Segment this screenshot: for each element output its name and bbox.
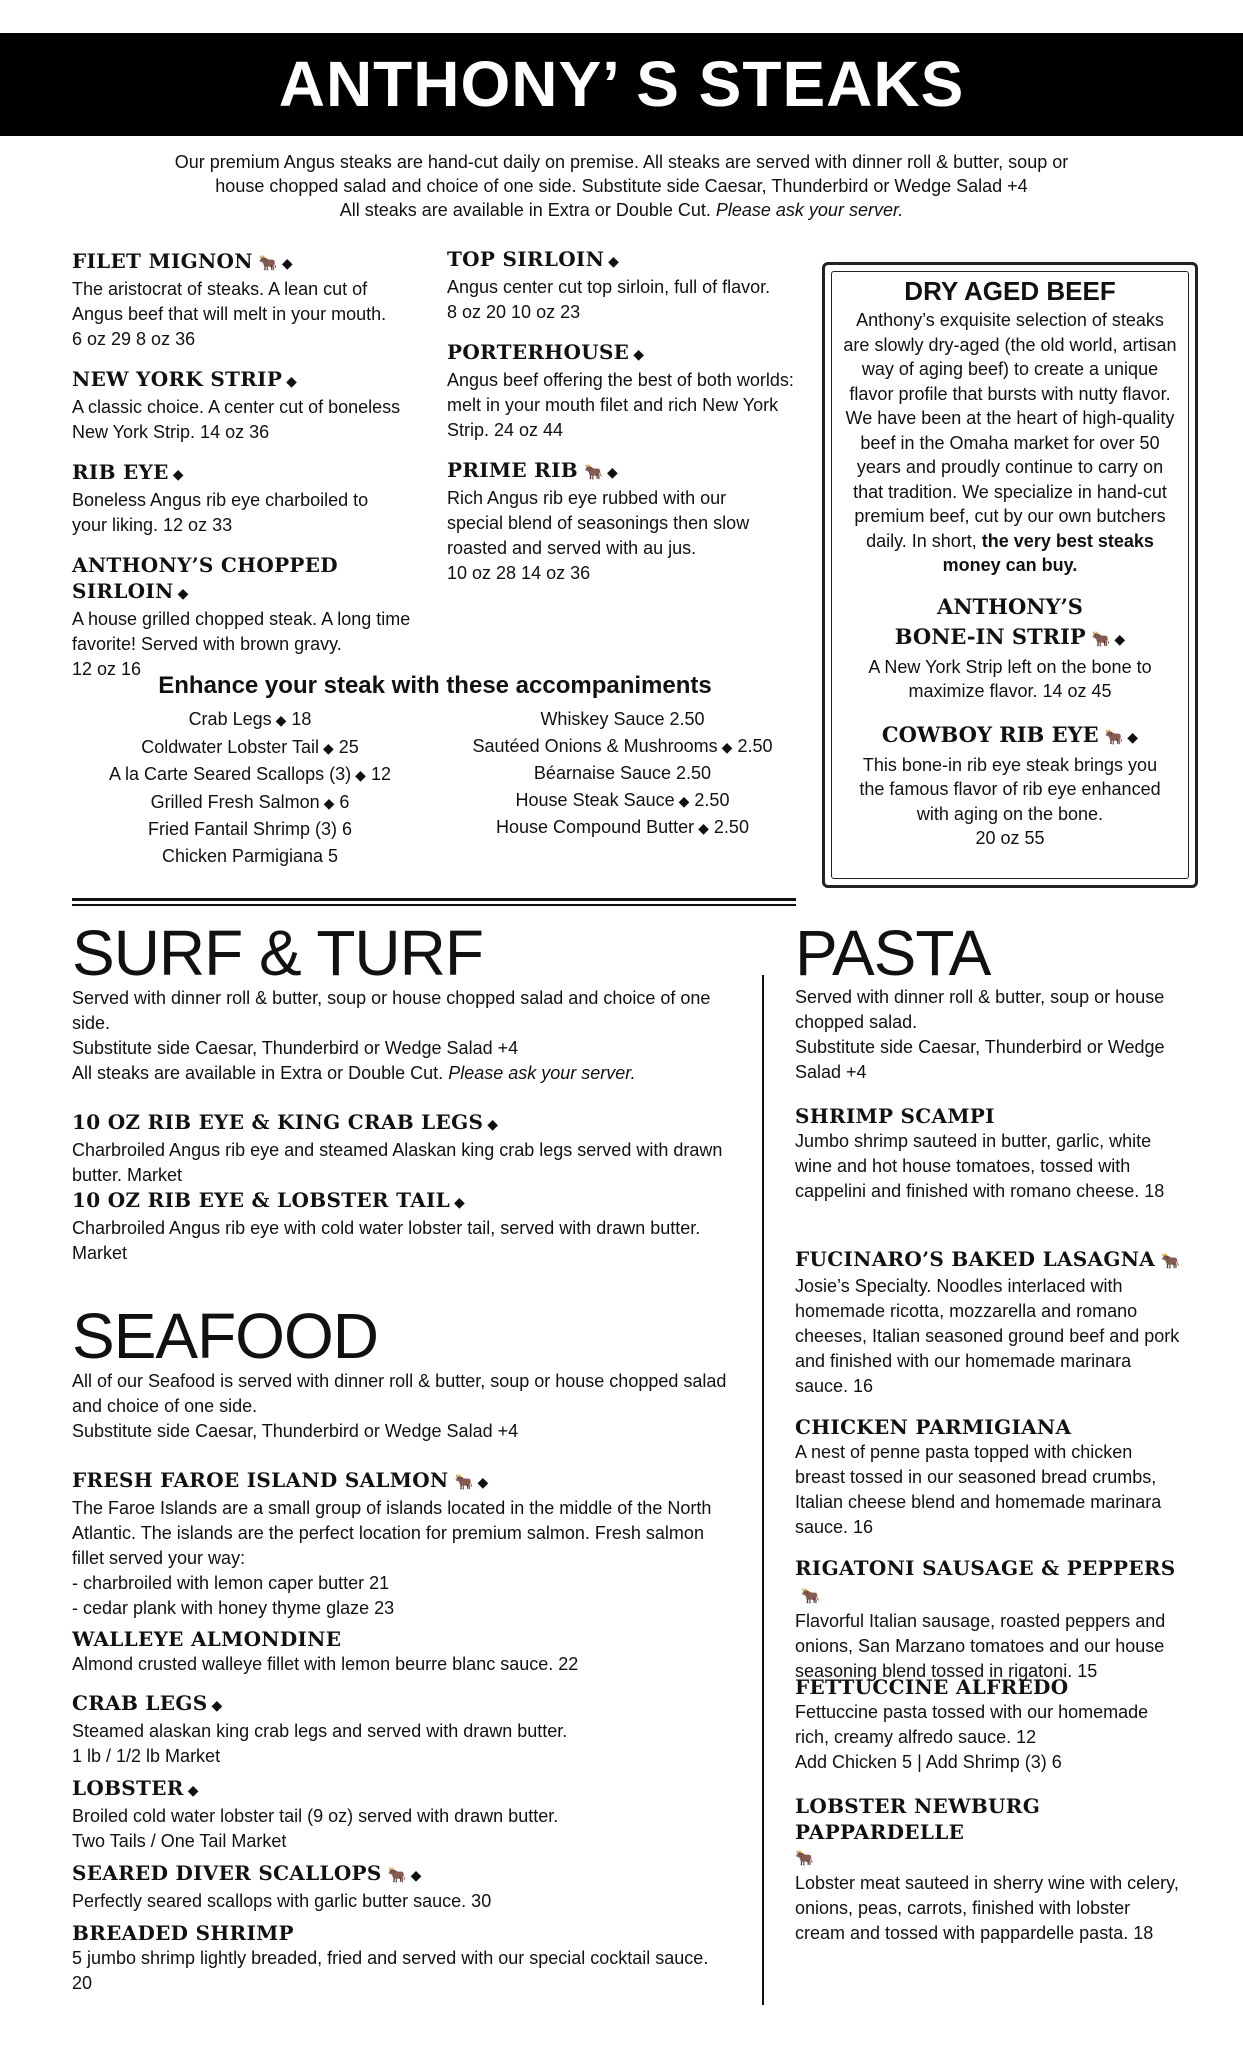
bull-icon: 🐂 bbox=[258, 254, 278, 272]
accompaniment-item: Chicken Parmigiana 5 bbox=[161, 845, 339, 866]
bull-icon: 🐂 bbox=[795, 1850, 814, 1867]
menu-item-rib-eye: RIB EYE ◆ Boneless Angus rib eye charboiled to your liking. 12 oz 33 bbox=[72, 460, 369, 535]
bull-icon: 🐂 bbox=[454, 1473, 474, 1491]
menu-item-lasagna: FUCINARO’S BAKED LASAGNA 🐂 Josie’s Specialty. Noodles interlaced with homemade ricotta, mozzarella and romano cheeses, Italian seasoned ground beef and pork and finished with our homemade marinara sauce. 16 bbox=[795, 1247, 1181, 1396]
menu-item-chopped-sirloin: ANTHONY’S CHOPPED SIRLOIN ◆ A house grilled chopped steak. A long time favorite! Served with brown gravy. 12 oz 16 bbox=[72, 553, 411, 679]
accompaniments-left bbox=[95, 706, 405, 869]
accompaniment-item: Crab Legs ◆ 18 bbox=[188, 709, 312, 729]
cowboy-rib-eye-name: COWBOY RIB EYE 🐂 ◆ bbox=[881, 721, 1139, 747]
cowboy-rib-eye-price: 20 oz 55 bbox=[975, 828, 1045, 848]
menu-item-breaded-shrimp: BREADED SHRIMP 5 jumbo shrimp lightly breaded, fried and served with our special cocktail sauce. 20 bbox=[72, 1921, 709, 1993]
menu-item-walleye: WALLEYE ALMONDINE Almond crusted walleye fillet with lemon beurre blanc sauce. 22 bbox=[72, 1627, 579, 1674]
diamond-icon: ◆ bbox=[633, 347, 645, 363]
menu-item-crab-legs: CRAB LEGS ◆ Steamed alaskan king crab legs and served with drawn butter. 1 lb / 1/2 lb Market bbox=[72, 1691, 568, 1766]
dry-aged-text: Anthony’s exquisite selection of steaks are slowly dry-aged (the old world, artisan way of aging beef) to create a unique flavor profile that bursts with nutty flavor. We have been at the heart of high-quality beef in the Omaha market for over 50 years and proudly continue to carry on that tradition. We specialize in hand-cut premium beef, cut by our own butchers daily. In short, the very best steaks money can buy. bbox=[843, 310, 1177, 575]
surf-turf-intro: Served with dinner roll & butter, soup or house chopped salad and choice of one side. Substitute side Caesar, Thunderbird or Wedge Salad +4 All steaks are available in Extra or Double Cut. Please ask your server. bbox=[72, 988, 711, 1083]
accompaniment-item: Béarnaise Sauce 2.50 bbox=[533, 763, 712, 783]
diamond-icon: ◆ bbox=[1114, 631, 1126, 648]
diamond-icon: ◆ bbox=[211, 1698, 223, 1714]
menu-item-rigatoni: RIGATONI SAUSAGE & PEPPERS🐂 Flavorful Italian sausage, roasted peppers and onions, San Marzano tomatoes and our house seasoning blend tossed in rigatoni. 15 bbox=[795, 1556, 1176, 1681]
diamond-icon: ◆ bbox=[1127, 729, 1139, 746]
diamond-icon: ◆ bbox=[608, 254, 620, 270]
diamond-icon: ◆ bbox=[286, 374, 298, 390]
bull-icon: 🐂 bbox=[801, 1587, 820, 1605]
diamond-icon: ◆ bbox=[177, 586, 189, 602]
bone-in-strip-name: ANTHONY’S BONE-IN STRIP 🐂 ◆ bbox=[894, 593, 1126, 649]
menu-item-lobster: LOBSTER ◆ Broiled cold water lobster tail (9 oz) served with drawn butter. Two Tails / One Tail Market bbox=[72, 1776, 559, 1851]
seafood-title: SEAFOOD bbox=[72, 1300, 378, 1372]
accompaniments-title: Enhance your steak with these accompaniments bbox=[158, 672, 712, 699]
bull-icon: 🐂 bbox=[583, 463, 603, 481]
surf-turf-title: SURF & TURF bbox=[72, 917, 483, 989]
column-divider bbox=[762, 975, 764, 2005]
pasta-intro: Served with dinner roll & butter, soup or house chopped salad. Substitute side Caesar, Thunderbird or Wedge Salad +4 bbox=[795, 987, 1165, 1082]
accompaniment-item: A la Carte Seared Scallops (3) ◆ 12 bbox=[109, 764, 391, 784]
menu-item-fettuccine-alfredo: FETTUCCINE ALFREDO Fettuccine pasta tossed with our homemade rich, creamy alfredo sauce. 12 Add Chicken 5 | Add Shrimp (3) 6 bbox=[795, 1675, 1149, 1772]
section-divider bbox=[72, 904, 796, 906]
menu-title: ANTHONY’ S STEAKS bbox=[0, 33, 1243, 136]
accompaniments-right bbox=[455, 706, 790, 842]
diamond-icon: ◆ bbox=[487, 1117, 499, 1133]
menu-item-diver-scallops: SEARED DIVER SCALLOPS 🐂 ◆ Perfectly seared scallops with garlic butter sauce. 30 bbox=[72, 1861, 492, 1911]
bone-in-strip-desc: A New York Strip left on the bone to maximize flavor. 14 oz 45 bbox=[868, 656, 1152, 701]
diamond-icon: ◆ bbox=[323, 794, 335, 811]
menu-item-porterhouse: PORTERHOUSE ◆ Angus beef offering the best of both worlds: melt in your mouth filet and rich New York Strip. 24 oz 44 bbox=[447, 340, 794, 440]
bull-icon: 🐂 bbox=[387, 1866, 407, 1884]
diamond-icon: ◆ bbox=[477, 1475, 489, 1491]
diamond-icon: ◆ bbox=[678, 792, 690, 809]
bull-icon: 🐂 bbox=[1104, 727, 1124, 746]
menu-item-rib-eye-crab: 10 OZ RIB EYE & KING CRAB LEGS ◆ Charbroiled Angus rib eye and steamed Alaskan king crab legs served with drawn butter. Market bbox=[72, 1110, 723, 1185]
accompaniment-item: Grilled Fresh Salmon ◆ 6 bbox=[150, 791, 350, 812]
accompaniment-item: Whiskey Sauce 2.50 bbox=[540, 709, 705, 729]
cowboy-rib-eye-desc: This bone-in rib eye steak brings you the famous flavor of rib eye enhanced with aging on the bone. bbox=[859, 754, 1161, 824]
diamond-icon: ◆ bbox=[172, 467, 184, 483]
diamond-icon: ◆ bbox=[281, 256, 293, 272]
dry-aged-title: DRY AGED BEEF bbox=[904, 276, 1116, 306]
menu-item-rib-eye-lobster: 10 OZ RIB EYE & LOBSTER TAIL ◆ Charbroiled Angus rib eye with cold water lobster tail, served with drawn butter. Market bbox=[72, 1188, 701, 1263]
accompaniment-item: Coldwater Lobster Tail ◆ 25 bbox=[141, 736, 359, 757]
diamond-icon: ◆ bbox=[721, 738, 733, 755]
accompaniment-item: House Steak Sauce ◆ 2.50 bbox=[515, 789, 730, 810]
seafood-intro: All of our Seafood is served with dinner roll & butter, soup or house chopped salad and choice of one side. Substitute side Caesar, Thunderbird or Wedge Salad +4 bbox=[72, 1371, 727, 1441]
bull-icon: 🐂 bbox=[1091, 629, 1111, 648]
diamond-icon: ◆ bbox=[698, 820, 709, 836]
menu-item-top-sirloin: TOP SIRLOIN ◆ Angus center cut top sirloin, full of flavor. 8 oz 20 10 oz 23 bbox=[447, 247, 771, 322]
menu-item-chicken-parmigiana: CHICKEN PARMIGIANA A nest of penne pasta topped with chicken breast tossed in our seasoned bread crumbs, Italian cheese blend and homemade marinara sauce. 16 bbox=[795, 1415, 1162, 1537]
diamond-icon: ◆ bbox=[322, 739, 334, 756]
menu-item-shrimp-scampi: SHRIMP SCAMPI Jumbo shrimp sauteed in butter, garlic, white wine and hot house tomatoes, tossed with cappelini and finished with romano cheese. 18 bbox=[795, 1104, 1165, 1201]
section-divider bbox=[72, 898, 796, 901]
dry-aged-content bbox=[828, 274, 1192, 851]
menu-item-faroe-salmon: FRESH FAROE ISLAND SALMON 🐂 ◆ The Faroe Islands are a small group of islands located in the middle of the North Atlantic. The islands are the perfect location for premium salmon. Fresh salmon fillet served your way: - charbroiled with lemon caper butter 21 - cedar plank with honey thyme glaze 23 bbox=[72, 1468, 712, 1618]
menu-item-prime-rib: PRIME RIB 🐂 ◆ Rich Angus rib eye rubbed with our special blend of seasonings then slow roasted and served with au jus. 10 oz 28 14 oz 36 bbox=[447, 458, 750, 583]
diamond-icon: ◆ bbox=[275, 712, 287, 728]
diamond-icon: ◆ bbox=[187, 1783, 199, 1799]
menu-item-filet-mignon: FILET MIGNON 🐂 ◆ The aristocrat of steaks. A lean cut of Angus beef that will melt in your mouth. 6 oz 29 8 oz 36 bbox=[72, 249, 387, 349]
menu-item-lobster-pappardelle: LOBSTER NEWBURG PAPPARDELLE 🐂 Lobster meat sauteed in sherry wine with celery, onions, peas, carrots, finished with lobster cream and tossed with pappardelle pasta. 18 bbox=[795, 1794, 1179, 1943]
diamond-icon: ◆ bbox=[355, 767, 366, 783]
accompaniment-item: Fried Fantail Shrimp (3) 6 bbox=[147, 819, 353, 839]
pasta-title: PASTA bbox=[795, 917, 991, 989]
menu-item-new-york-strip: NEW YORK STRIP ◆ A classic choice. A center cut of boneless New York Strip. 14 oz 36 bbox=[72, 367, 401, 442]
accompaniment-item: House Compound Butter ◆ 2.50 bbox=[496, 817, 749, 837]
diamond-icon: ◆ bbox=[410, 1868, 422, 1884]
diamond-icon: ◆ bbox=[606, 465, 619, 481]
bull-icon: 🐂 bbox=[1161, 1252, 1181, 1270]
diamond-icon: ◆ bbox=[454, 1195, 466, 1211]
accompaniment-item: Sautéed Onions & Mushrooms ◆ 2.50 bbox=[472, 735, 773, 756]
steaks-intro: Our premium Angus steaks are hand-cut daily on premise. All steaks are served with dinner roll & butter, soup or house chopped salad and choice of one side. Substitute side Caesar, Thunderbird or Wedge Salad +4 All steaks are available in Extra or Double Cut. Please ask your server. bbox=[174, 152, 1069, 220]
